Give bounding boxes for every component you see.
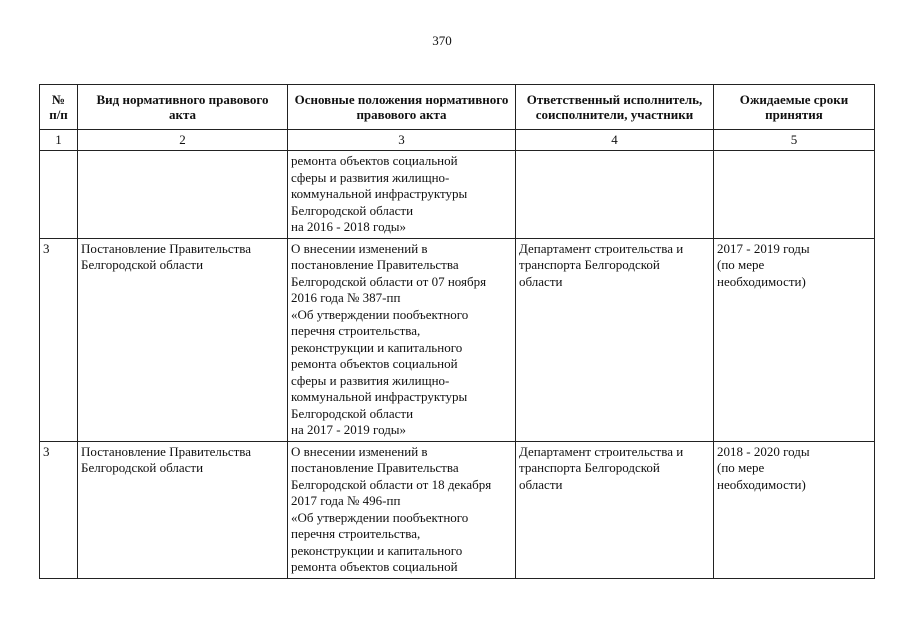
legal-acts-table: [39, 84, 875, 579]
act-type-cell: Постановление Правительства Белгородской области: [78, 238, 288, 441]
header-provisions: Основные положения нормативного правового акта: [288, 85, 516, 130]
executor-cell: Департамент строительства и транспорта Белгородской области: [516, 441, 714, 578]
column-number: 4: [516, 130, 714, 151]
row-number: [40, 151, 78, 239]
table-header-row: [40, 85, 875, 130]
table-row: [40, 441, 875, 578]
header-number: № п/п: [40, 85, 78, 130]
provisions-cell: О внесении изменений в постановление Правительства Белгородской области от 18 декабря 2017 года № 496-пп «Об утверждении пообъектного перечня строительства, реконструкции и капитального ремонта объектов социальной: [288, 441, 516, 578]
act-type-cell: [78, 151, 288, 239]
row-number: 3: [40, 238, 78, 441]
executor-cell: Департамент строительства и транспорта Белгородской области: [516, 238, 714, 441]
column-number: 5: [714, 130, 875, 151]
act-type-cell: Постановление Правительства Белгородской области: [78, 441, 288, 578]
provisions-cell: О внесении изменений в постановление Правительства Белгородской области от 07 ноября 2016 года № 387-пп «Об утверждении пообъектного перечня строительства, реконструкции и капитального ремонта объектов социальной сферы и развития жилищно- коммунальной инфраструктуры Белгородской области на 2017 - 2019 годы»: [288, 238, 516, 441]
header-executor: Ответственный исполнитель, соисполнители, участники: [516, 85, 714, 130]
provisions-cell: ремонта объектов социальной сферы и развития жилищно- коммунальной инфраструктуры Белгородской области на 2016 - 2018 годы»: [288, 151, 516, 239]
column-number: 2: [78, 130, 288, 151]
deadline-cell: 2017 - 2019 годы (по мере необходимости): [714, 238, 875, 441]
column-number: 3: [288, 130, 516, 151]
deadline-cell: [714, 151, 875, 239]
deadline-cell: 2018 - 2020 годы (по мере необходимости): [714, 441, 875, 578]
header-deadline: Ожидаемые сроки принятия: [714, 85, 875, 130]
header-act-type: Вид нормативного правового акта: [78, 85, 288, 130]
table-row: [40, 238, 875, 441]
column-number-row: [40, 130, 875, 151]
column-number: 1: [40, 130, 78, 151]
table-row: [40, 151, 875, 239]
page-number: 370: [432, 33, 452, 48]
row-number: 3: [40, 441, 78, 578]
executor-cell: [516, 151, 714, 239]
